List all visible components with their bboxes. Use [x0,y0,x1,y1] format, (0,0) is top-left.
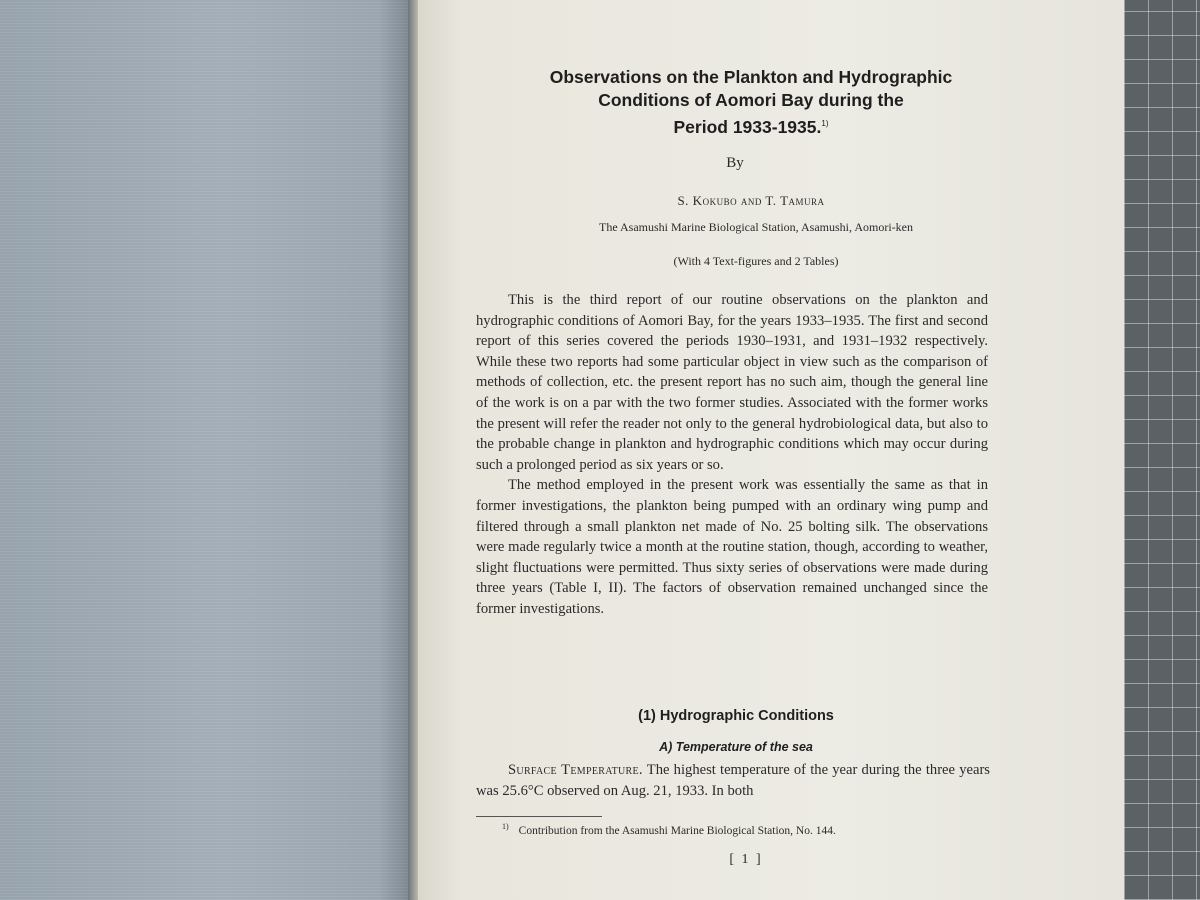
left-cover-board [0,0,412,900]
title-line: Conditions of Aomori Bay during the [598,90,904,110]
surface-temperature-text [476,760,990,802]
footnote [502,822,1002,837]
paragraph: The method employed in the present work was essentially the same as that in former investigations, the plankton being pumped with an ordinary wing pump and filtered through a small plankton net made of No. 25 bolting silk. The observations were made regularly twice a month at the routine station, though, according to weather, slight fluctuations were permitted. Thus sixty series of observations were made during three years (Table I, II). The factors of observation remained unchanged since the former investigations. [476,477,988,617]
footnote-mark: 1) [502,822,509,831]
article-title [476,66,1026,139]
byline: By [726,155,744,171]
title-line-text: Period 1933-1935. [673,116,822,137]
run-in-heading: Surface Temperature. [508,762,643,778]
page-number: [ 1 ] [729,852,763,867]
subsection-heading: A) Temperature of the sea [659,740,813,754]
intro-text [476,290,988,620]
page-content [476,0,994,900]
paragraph [476,760,990,802]
authors: S. Kokubo and T. Tamura [677,193,825,208]
title-footnote-mark: 1) [821,119,829,128]
paragraph-text: The highest temperature of the year during the three years was 25.6°C observed on Aug. 21, 1933. In both [476,762,990,799]
title-line: Observations on the Plankton and Hydrographic [549,67,953,87]
grid-cutting-mat [1124,0,1200,900]
paragraph: This is the third report of our routine observations on the plankton and hydrographic conditions of Aomori Bay, for the years 1933–1935. The first and second report of this series covered the periods 1930–1931, and 1931–1932 respectively. While these two reports had some particular object in view such as the comparison of methods of collection, etc. the present report has no such aim, though the general line of the work is on a par with the two former studies. Associated with the former works the present will refer the reader not only to the general hydrobiological data, but also to the probable change in plankton and hydrographic conditions which may occur during such a prolonged period as six years or so. [476,292,988,473]
figures-note: (With 4 Text-figures and 2 Tables) [673,254,839,268]
title-line [476,112,1026,139]
section-heading: (1) Hydrographic Conditions [638,708,834,724]
affiliation: The Asamushi Marine Biological Station, Asamushi, Aomori-ken [599,220,913,234]
footnote-rule [476,816,602,817]
footnote-text: Contribution from the Asamushi Marine Biological Station, No. 144. [518,824,836,837]
